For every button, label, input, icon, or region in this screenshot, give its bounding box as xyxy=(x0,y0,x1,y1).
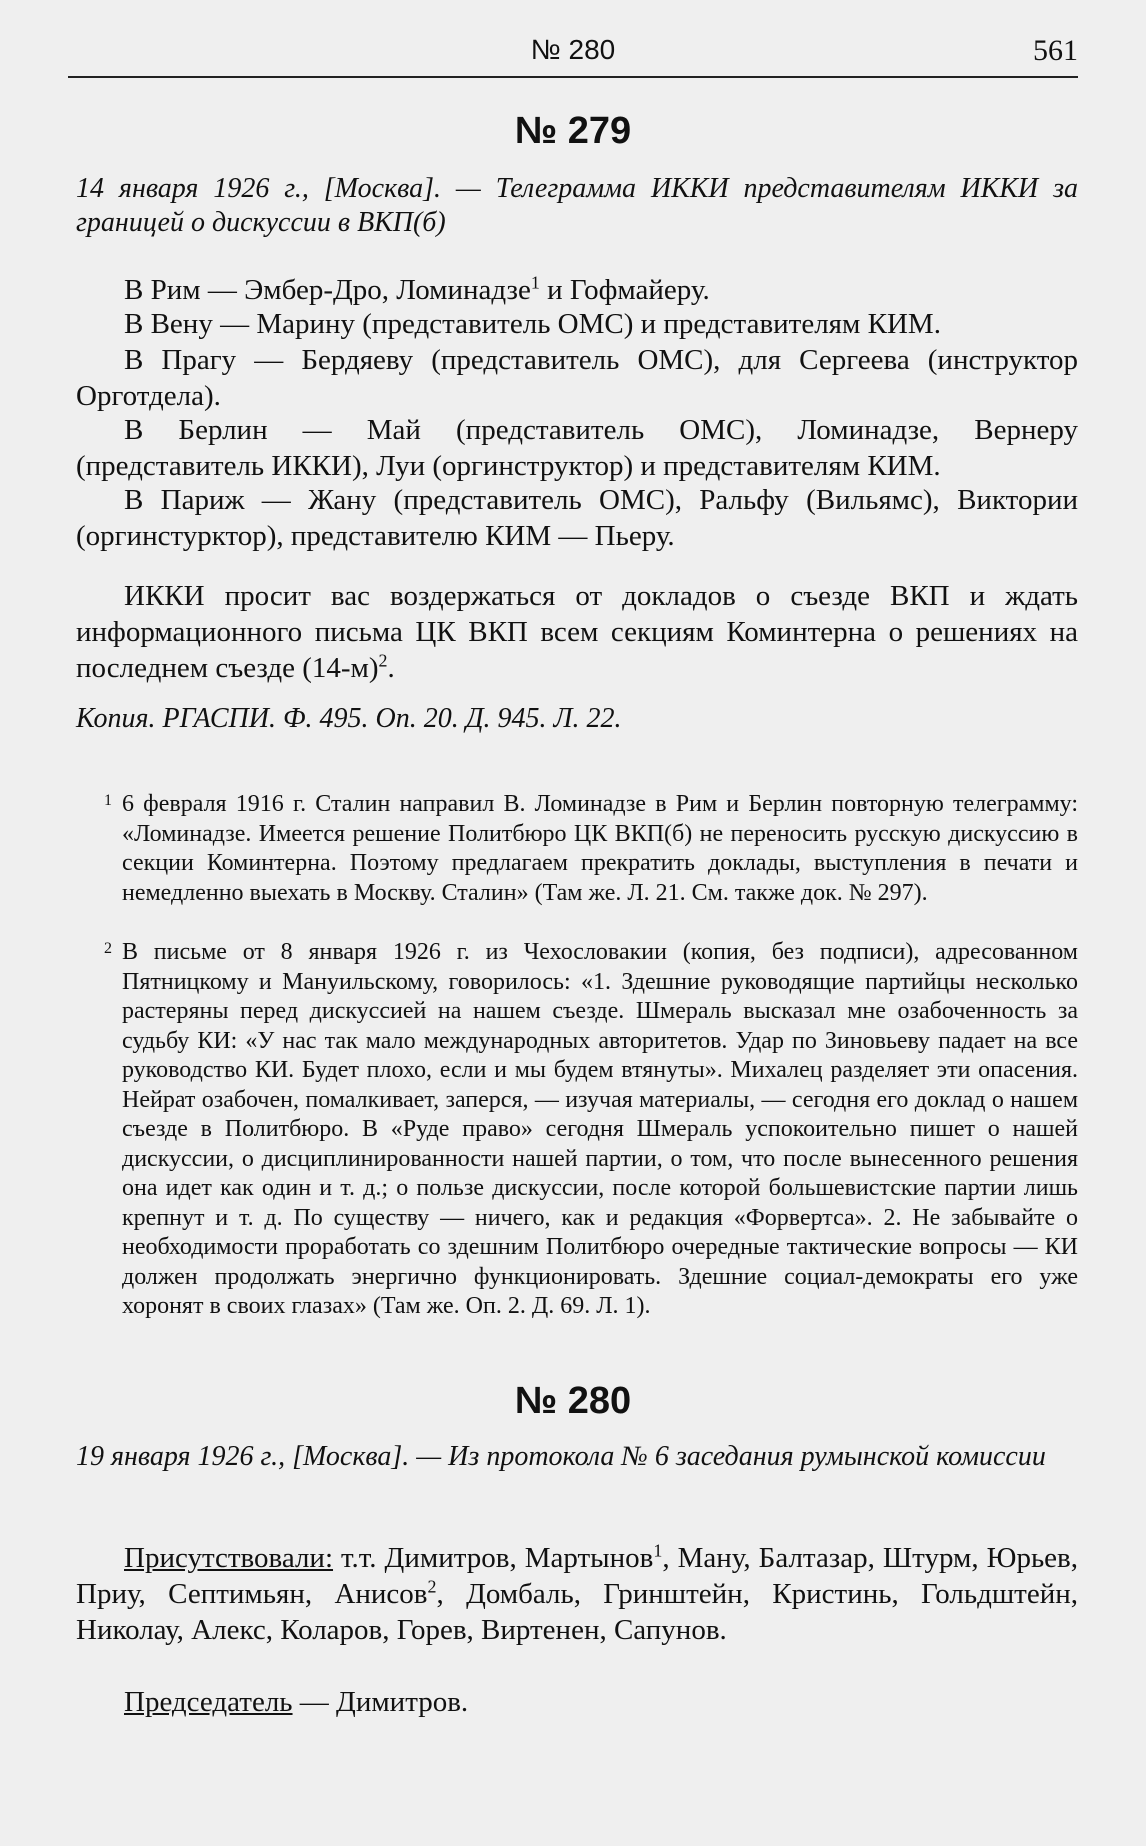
addressee-rome: В Рим — Эмбер-Дро, Ломинадзе$^1$ и Гофмайеру. xyxy=(124,272,710,306)
chairman-label: Председатель xyxy=(124,1686,293,1718)
footnote-mark: 1 xyxy=(104,792,112,809)
addressee-vienna: В Вену — Марину (представитель ОМС) и представителям КИМ. xyxy=(124,308,941,340)
footnote-ref-2: 2 xyxy=(378,650,388,671)
doc-279-source: Копия. РГАСПИ. Ф. 495. Оп. 20. Д. 945. Л. 22. xyxy=(76,703,622,734)
present-list: Присутствовали: т.т. Димитров, Мартынов$^1$, Ману, Балтазар, Штурм, Юрьев, Приу, Септимьян, Анисов$^2$, Домбаль, Гринштейн, Кристинь, Гольдштейн, Николау, Алекс, Коларов, Горев, Виртенен, Сапунов. xyxy=(76,1540,1078,1646)
running-header-title: № 280 xyxy=(530,34,616,65)
header-rule xyxy=(68,76,1078,78)
doc-280-heading: 19 января 1926 г., [Москва]. — Из протокола № 6 заседания румынской комиссии xyxy=(76,1441,1046,1472)
footnote-ref-2: 2 xyxy=(427,1576,437,1597)
doc-279-heading: 14 января 1926 г., [Москва]. — Телеграмма ИККИ представителям ИККИ за границей о дискуссии в ВКП(б) xyxy=(76,173,1078,238)
running-header xyxy=(68,34,1078,78)
footnote-ref-1: 1 xyxy=(530,272,540,293)
page-number: 561 xyxy=(1033,34,1078,67)
present-label: Присутствовали: xyxy=(124,1542,334,1574)
chairman-value: — Димитров. xyxy=(292,1686,469,1718)
addressee-paris: В Париж — Жану (представитель ОМС), Ральфу (Вильямс), Виктории (оргинстурктор), представителю КИМ — Пьеру. xyxy=(76,484,1078,552)
addressee-berlin: В Берлин — Май (представитель ОМС), Ломинадзе, Вернеру (представитель ИККИ), Луи (оргинструктор) и представителям КИМ. xyxy=(76,414,1078,482)
doc-279-body: ИККИ просит вас воздержаться от докладов о съезде ВКП и ждать информационного письма ЦК ВКП всем секциям Коминтерна о решениях на последнем съезде $(14-м)^2$. xyxy=(76,580,1078,684)
footnote-1: 1 6 февраля 1916 г. Сталин направил В. Ломинадзе в Рим и Берлин повторную телеграмму: «Ломинадзе. Имеется решение Политбюро ЦК ВКП(б) не переносить русскую дискуссию в секции Коминтерна. Поэтому предлагаем прекратить доклады, выступления в печати и немедленно выехать в Москву. Сталин» (Там же. Л. 21. См. также док. № 297). xyxy=(122,790,1078,908)
chairman-line xyxy=(76,1684,1078,1720)
addressee-prague: В Прагу — Бердяеву (представитель ОМС), для Сергеева (инструктор Орготдела). xyxy=(76,344,1078,412)
footnote-mark: 2 xyxy=(104,940,112,957)
footnote-ref-1: 1 xyxy=(653,1540,663,1561)
footnote-2: 2 В письме от 8 января 1926 г. из Чехословакии (копия, без подписи), адресованном Пятницкому и Мануильскому, говорилось: «1. Здешние руководящие партийцы несколько растеряны перед дискуссией на нашем съезде. Шмераль высказал мне озабоченность за судьбу КИ: «У нас так мало международных авторитетов. Удар по Зиновьеву падает на все руководство КИ. Будет плохо, если и мы будем втянуты». Михалец разделяет эти опасения. Нейрат озабочен, помалкивает, заперся, — изучая материалы, — сегодня его доклад о нашем съезде в Политбюро. В «Руде право» сегодня Шмераль успокоительно пишет о нашей дискуссии, о дисциплинированности нашей партии, о том, что после вынесенного решения она идет как один и т. д.; о пользе дискуссии, после которой большевистские партии лишь крепнут и т. д. По существу — ничего, как и редакция «Форвертса». 2. Не забывайте о необходимости проработать со здешним Политбюро очередные тактические вопросы — КИ должен продолжать энергично функционировать. Здешние социал-демократы его уже хоронят в своих глазах» (Там же. Оп. 2. Д. 69. Л. 1). xyxy=(122,938,1078,1322)
doc-279-number: № 279 xyxy=(514,110,632,152)
doc-280-number: № 280 xyxy=(514,1380,632,1422)
